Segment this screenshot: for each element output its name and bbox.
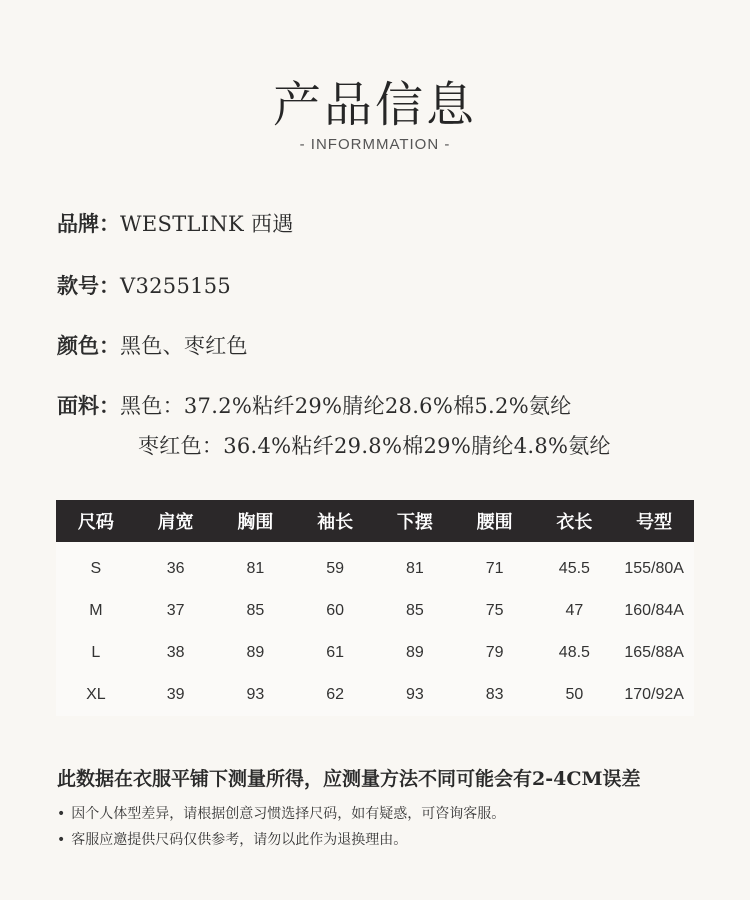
table-cell: 165/88A bbox=[614, 632, 694, 674]
page-title: 产品信息 bbox=[272, 77, 477, 133]
size-table bbox=[56, 500, 694, 716]
header-cell: 胸围 bbox=[216, 500, 296, 542]
note-item-text: 客服应邀提供尺码仅供参考，请勿以此作为退换理由。 bbox=[71, 832, 408, 848]
header-cell: 腰围 bbox=[455, 500, 535, 542]
table-cell: 45.5 bbox=[535, 542, 615, 590]
table-cell: XL bbox=[56, 674, 136, 716]
color-value: 黑色、枣红色 bbox=[120, 334, 248, 358]
table-cell: 155/80A bbox=[614, 542, 694, 590]
table-cell: 61 bbox=[295, 632, 375, 674]
model-label: 款号： bbox=[57, 273, 120, 298]
brand-label: 品牌： bbox=[57, 211, 120, 236]
table-cell: M bbox=[56, 590, 136, 632]
table-cell: 89 bbox=[375, 632, 455, 674]
header-cell: 衣长 bbox=[535, 500, 615, 542]
table-cell: 39 bbox=[136, 674, 216, 716]
table-cell: 170/92A bbox=[614, 674, 694, 716]
table-cell: 37 bbox=[136, 590, 216, 632]
page-subtitle: - INFORMMATION - bbox=[299, 136, 451, 153]
table-cell: 81 bbox=[216, 542, 296, 590]
table-row bbox=[56, 590, 694, 632]
table-cell: 160/84A bbox=[614, 590, 694, 632]
bullet-dot-icon: • bbox=[57, 832, 66, 848]
table-cell: 62 bbox=[295, 674, 375, 716]
table-cell: 59 bbox=[295, 542, 375, 590]
fabric-row bbox=[57, 390, 572, 420]
table-cell: 71 bbox=[455, 542, 535, 590]
header-cell: 号型 bbox=[614, 500, 694, 542]
table-cell: 60 bbox=[295, 590, 375, 632]
brand-row bbox=[57, 208, 294, 238]
note-item-text: 因个人体型差异，请根据创意习惯选择尺码，如有疑惑，可咨询客服。 bbox=[71, 806, 506, 822]
bullet-dot-icon: • bbox=[57, 806, 66, 822]
table-row bbox=[56, 542, 694, 590]
header-cell: 尺码 bbox=[56, 500, 136, 542]
table-cell: 93 bbox=[216, 674, 296, 716]
note-item bbox=[57, 829, 407, 849]
table-cell: 93 bbox=[375, 674, 455, 716]
table-cell: 83 bbox=[455, 674, 535, 716]
table-row bbox=[56, 632, 694, 674]
fabric-label: 面料： bbox=[57, 393, 120, 418]
table-cell: 85 bbox=[216, 590, 296, 632]
header-cell: 下摆 bbox=[375, 500, 455, 542]
table-cell: 89 bbox=[216, 632, 296, 674]
table-cell: 50 bbox=[535, 674, 615, 716]
model-row bbox=[57, 270, 231, 300]
table-cell: 81 bbox=[375, 542, 455, 590]
note-item bbox=[57, 803, 505, 823]
color-label: 颜色： bbox=[57, 333, 120, 358]
table-cell: 38 bbox=[136, 632, 216, 674]
header-cell: 袖长 bbox=[295, 500, 375, 542]
table-cell: S bbox=[56, 542, 136, 590]
fabric-value-red: 枣红色：36.4%粘纤29.8%棉29%腈纶4.8%氨纶 bbox=[138, 434, 611, 458]
model-value: V3255155 bbox=[120, 274, 232, 298]
size-table-header bbox=[56, 500, 694, 542]
brand-value: WESTLINK 西遇 bbox=[120, 212, 294, 236]
table-cell: 48.5 bbox=[535, 632, 615, 674]
table-cell: 85 bbox=[375, 590, 455, 632]
table-cell: 36 bbox=[136, 542, 216, 590]
header-cell: 肩宽 bbox=[136, 500, 216, 542]
table-cell: 75 bbox=[455, 590, 535, 632]
table-cell: L bbox=[56, 632, 136, 674]
table-cell: 47 bbox=[535, 590, 615, 632]
color-row bbox=[57, 330, 248, 360]
fabric-value-black: 黑色：37.2%粘纤29%腈纶28.6%棉5.2%氨纶 bbox=[120, 394, 572, 418]
table-row bbox=[56, 674, 694, 716]
table-cell: 79 bbox=[455, 632, 535, 674]
measurement-note: 此数据在衣服平铺下测量所得，应测量方法不同可能会有2-4CM误差 bbox=[57, 768, 641, 790]
